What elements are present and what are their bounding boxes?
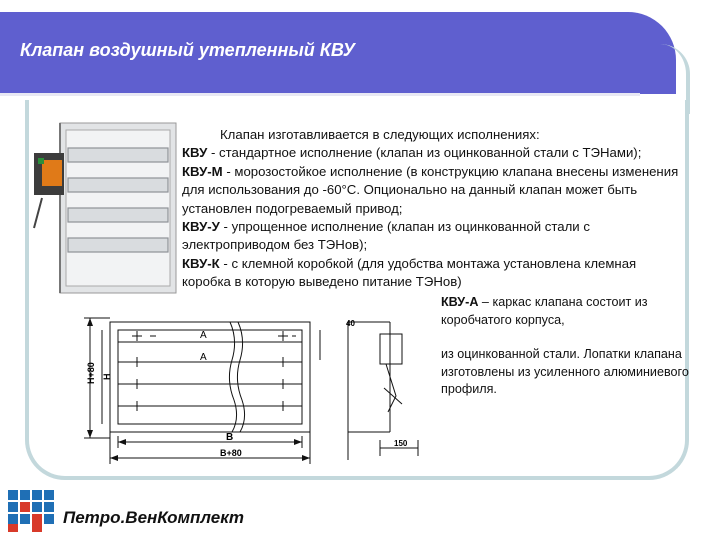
- frame-text-1: – каркас клапана состоит из коробчатого корпуса,: [441, 295, 648, 327]
- description-intro: Клапан изготавливается в следующих исполнениях:: [220, 127, 540, 142]
- version-text: - стандартное исполнение (клапан из оцинкованной стали с ТЭНами);: [207, 145, 642, 161]
- dim-label-a: A: [200, 352, 207, 363]
- version-item: [182, 163, 682, 218]
- company-logo-grid-icon: [8, 490, 56, 532]
- version-item: [182, 144, 682, 162]
- dim-label-a: A: [200, 330, 207, 341]
- dim-label-b: B: [226, 432, 234, 443]
- slide-title: Клапан воздушный утепленный КВУ: [20, 40, 355, 60]
- frame-text: [441, 294, 691, 329]
- frame-description: [441, 294, 691, 399]
- blade-text: из оцинкованной стали. Лопатки клапана изготовлены из усиленного алюминиевого профиля.: [441, 347, 689, 396]
- version-item: [182, 218, 682, 255]
- dim-label-150: 150: [394, 439, 408, 448]
- version-text: - с клемной коробкой (для удобства монтажа установлена клемная коробка в которую выведено питание ТЭНов): [182, 255, 637, 290]
- technical-drawing: [80, 300, 430, 468]
- version-code: КВУ-У: [182, 219, 220, 235]
- dim-label-h: H: [102, 373, 112, 380]
- version-item: [182, 255, 682, 292]
- version-code: КВУ: [182, 145, 208, 161]
- frame-code: КВУ-А: [441, 295, 479, 309]
- damper-photo: [30, 118, 180, 298]
- version-code: КВУ-К: [182, 255, 220, 271]
- dim-label-40: 40: [346, 319, 355, 328]
- version-text: - упрощенное исполнение (клапан из оцинкованной стали с электроприводом без ТЭНов);: [182, 219, 590, 253]
- dim-label-h80: H+80: [86, 362, 96, 384]
- versions-description: [182, 126, 682, 292]
- title-underline: [0, 93, 640, 96]
- version-code: КВУ-М: [182, 163, 223, 179]
- version-text: - морозостойкое исполнение (в конструкцию клапана внесены изменения для использования до -60°С. Опционально на данный клапан может быть установлен подогреваемый привод;: [182, 163, 679, 216]
- company-name: Петро.ВенКомплект: [63, 508, 244, 527]
- dim-label-b80: B+80: [220, 448, 242, 458]
